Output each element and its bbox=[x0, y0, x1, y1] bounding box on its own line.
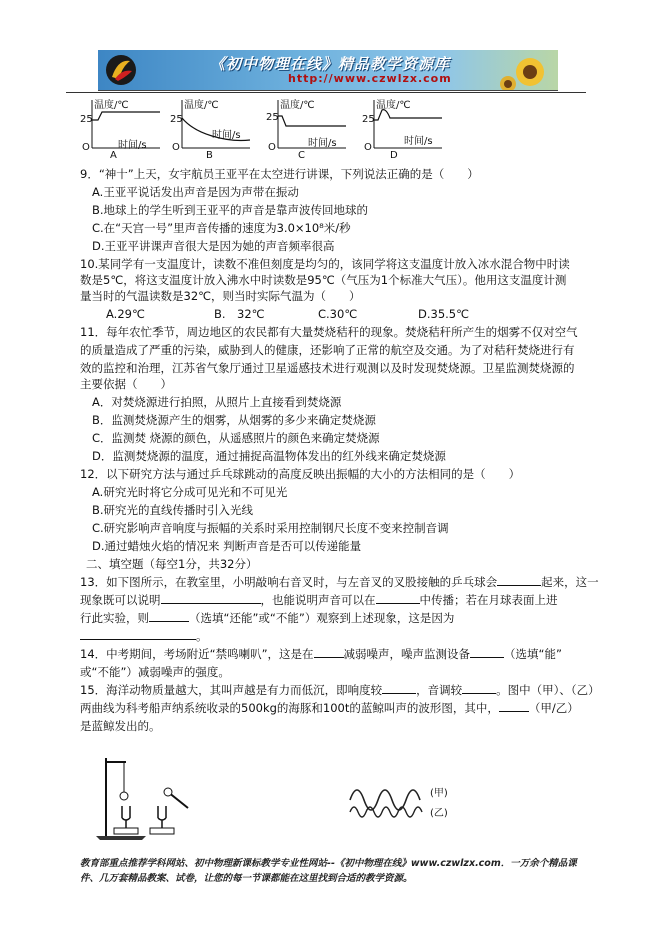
q10-line-3: 量当时的气温读数是32℃，则当时实际气温为（ ） bbox=[80, 289, 361, 303]
header-rule bbox=[66, 92, 586, 93]
q10-option-c: C.30℃ bbox=[318, 307, 358, 321]
q11-option-c: C．监测焚 烧源的颜色，从遥感照片的颜色来确定焚烧源 bbox=[92, 431, 380, 445]
q13-line-3 bbox=[80, 610, 600, 626]
graph-a-origin: O bbox=[82, 142, 90, 153]
footer-line-1: 教育部重点推荐学科网站、初中物理新课标教学专业性网站--《初中物理在线》www.czwlzx.com．一万余个精品课 bbox=[80, 858, 577, 869]
q12-option-d: D.通过蜡烛火焰的情况来 判断声音是否可以传递能量 bbox=[92, 539, 362, 553]
wave-yi bbox=[350, 807, 422, 817]
q13-line-2 bbox=[80, 592, 600, 608]
q11-line-4: 主要依据（ ） bbox=[80, 377, 172, 391]
graph-c-origin: O bbox=[268, 142, 276, 153]
graph-c-label: C bbox=[298, 150, 305, 161]
footer-line-2: 件、几万套精品教案、试卷，让您的每一节课都能在这里找到合适的教学资源。 bbox=[80, 873, 413, 884]
q11-option-a: A．对焚烧源进行拍照，从照片上直接看到焚烧源 bbox=[92, 395, 342, 409]
q12-stem: 12．以下研究方法与通过乒乓球跳动的高度反映出振幅的大小的方法相同的是（ ） bbox=[80, 467, 521, 481]
q13-text-3a: 行此实验，则 bbox=[80, 611, 149, 625]
q15-text-1c: 。图中（甲）、（乙） bbox=[496, 683, 600, 697]
q13-text-4b: 。 bbox=[196, 629, 208, 643]
q13-blank-1[interactable] bbox=[497, 574, 541, 586]
q11-option-b: B．监测焚烧源产生的烟雾，从烟雾的多少来确定焚烧源 bbox=[92, 413, 376, 427]
graph-a-ylabel: 温度/℃ bbox=[94, 100, 129, 111]
q9-option-c: C.在“天宫一号”里声音传播的速度为3.0×10⁸米/秒 bbox=[92, 221, 351, 235]
graph-c bbox=[264, 96, 364, 164]
q15-text-1b: ，音调较 bbox=[416, 683, 463, 697]
graph-d-origin: O bbox=[364, 142, 372, 153]
graph-b-origin: O bbox=[172, 142, 180, 153]
graph-d-ytick: 25 bbox=[362, 114, 375, 125]
q11-line-1: 11．每年农忙季节，周边地区的农民都有大量焚烧秸秆的现象。焚烧秸秆所产生的烟雾不仅对空气 bbox=[80, 325, 578, 339]
q14-line-1 bbox=[80, 646, 600, 662]
q9-stem: 9．“神十”上天，女宇航员王亚平在太空进行讲课，下列说法正确的是（ ） bbox=[80, 167, 479, 181]
q14-text-1a: 14．中考期间，考场附近“禁鸣喇叭”，这是在 bbox=[80, 647, 314, 661]
q15-line-1 bbox=[80, 682, 600, 698]
sunflower-icon bbox=[498, 50, 558, 90]
q13-text-2b: ，也能说明声音可以在 bbox=[260, 593, 376, 607]
q15-text-2a: 两曲线为科考船声纳系统收录的500kg的海豚和100t的蓝鲸叫声的波形图，其中， bbox=[80, 701, 499, 715]
q12-option-a: A.研究光时将它分成可见光和不可见光 bbox=[92, 485, 288, 499]
q10-line-2: 数是5℃，将这支温度计放入沸水中时读数是95℃（气压为1个标准大气压）。他用这支温度计测 bbox=[80, 273, 567, 287]
q13-line-1 bbox=[80, 574, 600, 590]
waveform-figure bbox=[346, 770, 496, 826]
page-footer bbox=[80, 856, 600, 886]
q13-text-2a: 现象既可以说明 bbox=[80, 593, 161, 607]
graph-a bbox=[80, 96, 180, 164]
graph-a-xlabel: 时间/s bbox=[118, 140, 147, 151]
q13-blank-3[interactable] bbox=[376, 592, 420, 604]
graph-b-ylabel: 温度/℃ bbox=[184, 100, 219, 111]
banner-title: 《初中物理在线》精品教学资源库 bbox=[210, 55, 451, 73]
graph-b bbox=[168, 96, 268, 164]
q14-blank-2[interactable] bbox=[470, 646, 504, 658]
graph-a-ytick: 25 bbox=[80, 114, 93, 125]
graph-a-label: A bbox=[110, 150, 117, 161]
graph-b-xlabel: 时间/s bbox=[212, 130, 241, 141]
site-logo-icon bbox=[104, 53, 138, 87]
q11-option-d: D．监测焚烧源的温度，通过捕捉高温物体发出的红外线来确定焚烧源 bbox=[92, 449, 446, 463]
tuning-fork-figure bbox=[96, 756, 196, 842]
graph-d-ylabel: 温度/℃ bbox=[376, 100, 411, 111]
q10-option-b: B. 32℃ bbox=[214, 307, 265, 321]
q9-option-d: D.王亚平讲课声音很大是因为她的声音频率很高 bbox=[92, 239, 335, 253]
q12-option-b: B.研究光的直线传播时引入光线 bbox=[92, 503, 254, 517]
q15-blank-2[interactable] bbox=[462, 682, 496, 694]
q13-blank-2[interactable] bbox=[161, 592, 261, 604]
q12-option-c: C.研究影响声音响度与振幅的关系时采用控制钢尺长度不变来控制音调 bbox=[92, 521, 449, 535]
wave-label-jia: (甲) bbox=[430, 788, 448, 799]
graph-d-label: D bbox=[390, 150, 398, 161]
q14-text-1c: （选填“能” bbox=[504, 647, 562, 661]
graph-b-ytick: 25 bbox=[170, 114, 183, 125]
q15-line-3: 是蓝鲸发出的。 bbox=[80, 719, 161, 733]
q13-line-4 bbox=[80, 628, 600, 644]
q13-text-2c: 中传播；若在月球表面上进 bbox=[419, 593, 558, 607]
q14-text-1b: 减弱噪声，噪声监测设备 bbox=[343, 647, 471, 661]
q10-line-1: 10.某同学有一支温度计，读数不准但刻度是均匀的，该同学将这支温度计放入冰水混合物中时读 bbox=[80, 257, 570, 271]
banner-url: http://www.czwlzx.com bbox=[288, 72, 452, 85]
graph-d bbox=[360, 96, 460, 164]
q15-text-1a: 15．海洋动物质量越大，其叫声越是有力而低沉，即响度较 bbox=[80, 683, 383, 697]
q10-option-a: A.29℃ bbox=[106, 307, 145, 321]
graph-d-xlabel: 时间/s bbox=[404, 136, 433, 147]
graph-b-label: B bbox=[206, 150, 213, 161]
wave-label-yi: (乙) bbox=[430, 808, 448, 819]
q13-text-3b: （选填“还能”或“不能”）观察到上述现象，这是因为 bbox=[189, 611, 455, 625]
q10-option-d: D.35.5℃ bbox=[418, 307, 470, 321]
graph-c-xlabel: 时间/s bbox=[308, 138, 337, 149]
q13-text-1b: 起来，这一 bbox=[541, 575, 599, 589]
q14-blank-1[interactable] bbox=[314, 646, 344, 658]
q15-line-2 bbox=[80, 700, 600, 716]
q11-line-2: 的质量造成了严重的污染，威胁到人的健康，还影响了正常的航空及交通。为了对秸秆焚烧进行有 bbox=[80, 343, 575, 357]
q15-blank-3[interactable] bbox=[499, 700, 529, 712]
q13-text-1a: 13．如下图所示，在教室里，小明敲响右音叉时，与左音叉的叉股接触的乒乓球会 bbox=[80, 575, 498, 589]
q15-text-2b: （甲/乙） bbox=[528, 701, 579, 715]
q9-option-b: B.地球上的学生听到王亚平的声音是靠声波传回地球的 bbox=[92, 203, 369, 217]
q11-line-3: 效的监控和治理，江苏省气象厅通过卫星遥感技术进行观测以及时发现焚烧源。卫星监测焚烧源的 bbox=[80, 361, 575, 375]
graph-c-ytick: 25 bbox=[266, 112, 279, 123]
q13-blank-5[interactable] bbox=[80, 628, 196, 640]
graph-c-ylabel: 温度/℃ bbox=[280, 100, 315, 111]
section-heading: 二、填空题（每空1分，共32分） bbox=[86, 557, 258, 571]
graph-row bbox=[80, 96, 600, 164]
header-banner bbox=[98, 50, 558, 91]
q15-blank-1[interactable] bbox=[382, 682, 416, 694]
q14-line-2: 或“不能”）减弱噪声的强度。 bbox=[80, 665, 230, 679]
q13-blank-4[interactable] bbox=[149, 610, 189, 622]
q9-option-a: A.王亚平说话发出声音是因为声带在振动 bbox=[92, 185, 299, 199]
